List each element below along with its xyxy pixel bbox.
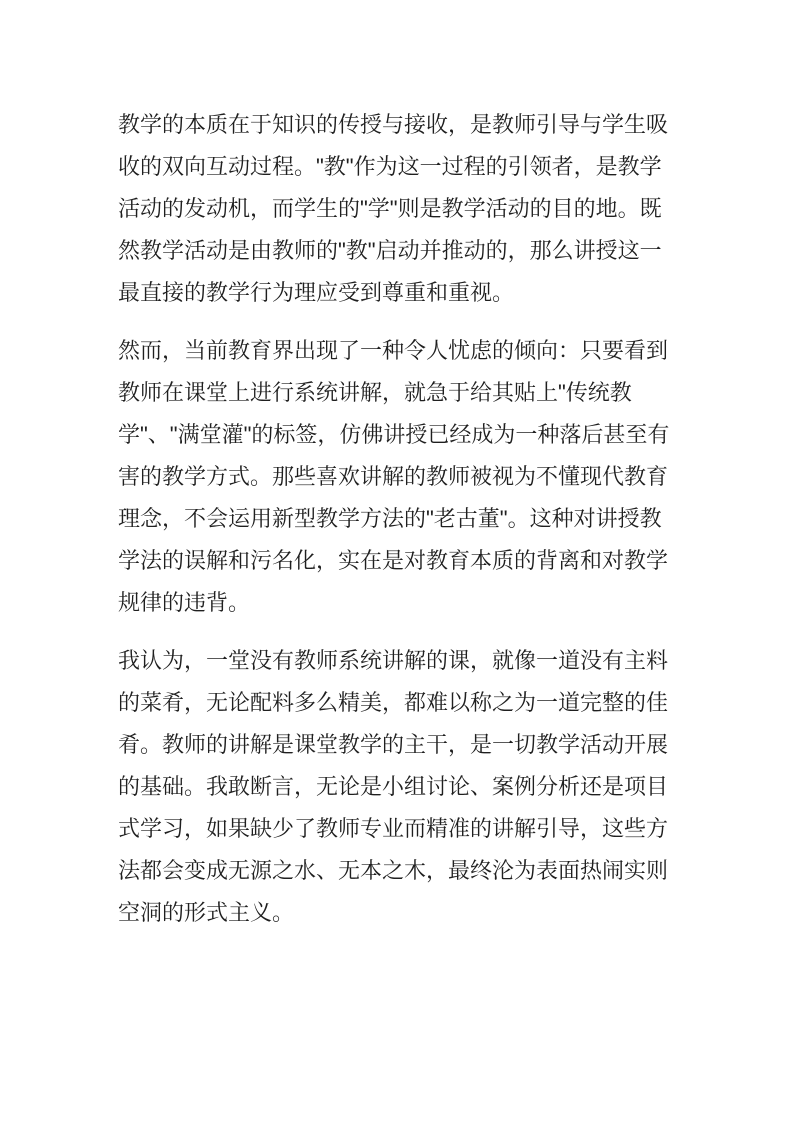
paragraph-my-opinion: 我认为，一堂没有教师系统讲解的课，就像一道没有主料的菜肴，无论配料多么精美，都难以称之为一道完整的佳肴。教师的讲解是课堂教学的主干，是一切教学活动开展的基础。我敢断言，无论是小组讨论、案例分析还是项目式学习，如果缺少了教师专业而精准的讲解引导，这些方法都会变成无源之水、无本之木，最终沦为表面热闹实则空洞的形式主义。: [118, 648, 669, 925]
paragraph-worrying-trend: 然而，当前教育界出现了一种令人忧虑的倾向：只要看到教师在课堂上进行系统讲解，就急于给其贴上"传统教学"、"满堂灌"的标签，仿佛讲授已经成为一种落后甚至有害的教学方式。那些喜欢讲解的教师被视为不懂现代教育理念，不会运用新型教学方法的"老古董"。这种对讲授教学法的误解和污名化，实在是对教育本质的背离和对教学规律的违背。: [118, 338, 670, 615]
paragraph-teaching-essence: 教学的本质在于知识的传授与接收，是教师引导与学生吸收的双向互动过程。"教"作为这一过程的引领者，是教学活动的发动机，而学生的"学"则是教学活动的目的地。既然教学活动是由教师的"教"启动并推动的，那么讲授这一最直接的教学行为理应受到尊重和重视。: [118, 112, 669, 305]
